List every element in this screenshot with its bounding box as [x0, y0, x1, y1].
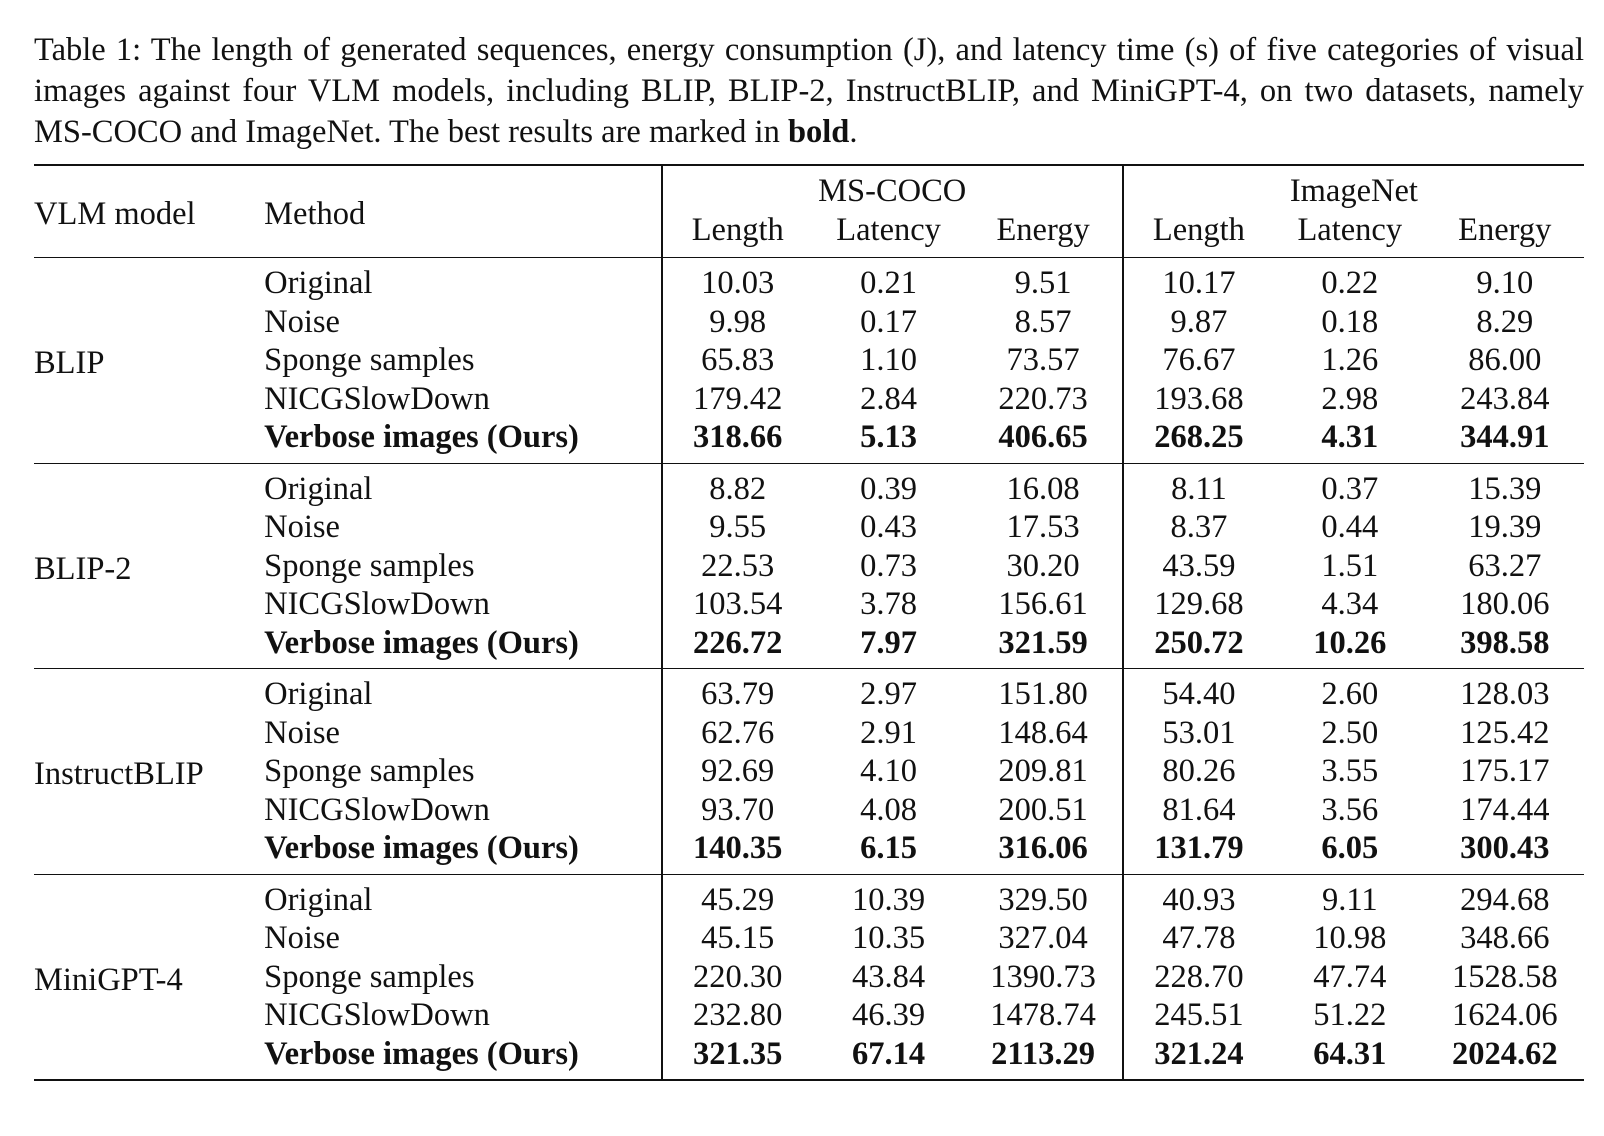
- value-cell: 321.24: [1123, 1035, 1274, 1081]
- method-cell: Verbose images (Ours): [264, 830, 579, 866]
- table-row: [34, 341, 1584, 380]
- value-cell: 2.84: [860, 380, 918, 417]
- value-cell: 0.43: [860, 509, 918, 545]
- value-cell: 232.80: [662, 996, 813, 1035]
- method-cell: Noise: [264, 509, 340, 545]
- value-cell: 2024.62: [1451, 1035, 1558, 1072]
- value-cell: 0.39: [860, 470, 918, 507]
- value-cell: 1.10: [860, 342, 918, 378]
- value-cell: 10.35: [852, 920, 926, 956]
- table-row: [34, 996, 1584, 1035]
- value-cell: 1528.58: [1451, 958, 1558, 995]
- value-cell: 15.39: [1468, 470, 1542, 507]
- value-cell: 64.31: [1313, 1035, 1387, 1072]
- value-cell: 300.43: [1460, 830, 1550, 866]
- value-cell: 321.35: [662, 1035, 813, 1081]
- results-table: [34, 164, 1584, 1081]
- value-cell: 81.64: [1123, 791, 1274, 830]
- table-row: [34, 418, 1584, 463]
- table-row: [34, 829, 1584, 874]
- value-cell: 3.55: [1321, 753, 1379, 789]
- model-name-cell: BLIP: [34, 345, 105, 381]
- value-cell: 193.68: [1123, 380, 1274, 419]
- value-cell: 10.26: [1313, 624, 1387, 661]
- value-cell: 1.51: [1321, 547, 1379, 584]
- value-cell: 16.08: [1006, 470, 1080, 507]
- value-cell: 220.30: [662, 958, 813, 997]
- value-cell: 6.05: [1321, 830, 1379, 866]
- value-cell: 47.78: [1123, 919, 1274, 958]
- value-cell: 2.98: [1321, 380, 1379, 417]
- method-cell: NICGSlowDown: [264, 791, 490, 828]
- value-cell: 0.37: [1321, 470, 1379, 507]
- value-cell: 8.82: [662, 463, 813, 508]
- table-row: [34, 919, 1584, 958]
- header-metric: Latency: [836, 211, 941, 248]
- value-cell: 2113.29: [991, 1035, 1096, 1072]
- value-cell: 7.97: [860, 624, 918, 661]
- value-cell: 329.50: [998, 881, 1088, 918]
- value-cell: 47.74: [1313, 958, 1387, 995]
- value-cell: 62.76: [662, 714, 813, 753]
- value-cell: 0.21: [860, 265, 918, 301]
- method-cell: NICGSlowDown: [264, 586, 490, 622]
- value-cell: 180.06: [1460, 586, 1550, 622]
- value-cell: 4.34: [1321, 586, 1379, 622]
- table-row: [34, 585, 1584, 624]
- value-cell: 8.57: [1014, 303, 1072, 340]
- value-cell: 76.67: [1123, 341, 1274, 380]
- value-cell: 1478.74: [990, 997, 1096, 1033]
- value-cell: 53.01: [1123, 714, 1274, 753]
- value-cell: 6.15: [860, 830, 918, 866]
- value-cell: 1390.73: [990, 958, 1096, 995]
- header-metric: Length: [662, 211, 813, 258]
- value-cell: 245.51: [1123, 996, 1274, 1035]
- value-cell: 9.87: [1123, 303, 1274, 342]
- value-cell: 19.39: [1468, 509, 1542, 545]
- value-cell: 4.31: [1321, 419, 1379, 455]
- value-cell: 327.04: [998, 920, 1088, 956]
- table-row: [34, 547, 1584, 586]
- method-cell: NICGSlowDown: [264, 380, 490, 417]
- value-cell: 9.51: [1014, 265, 1072, 301]
- value-cell: 0.44: [1321, 509, 1379, 545]
- value-cell: 3.56: [1321, 791, 1379, 828]
- value-cell: 250.72: [1123, 624, 1274, 669]
- value-cell: 321.59: [998, 624, 1088, 661]
- value-cell: 5.13: [860, 419, 918, 455]
- value-cell: 92.69: [662, 752, 813, 791]
- table-row: [34, 624, 1584, 669]
- value-cell: 140.35: [662, 829, 813, 874]
- value-cell: 103.54: [662, 585, 813, 624]
- value-cell: 151.80: [998, 676, 1088, 712]
- value-cell: 9.11: [1321, 881, 1378, 918]
- value-cell: 226.72: [662, 624, 813, 669]
- header-vlm-model: VLM model: [34, 196, 196, 233]
- header-metric: Energy: [996, 211, 1090, 248]
- value-cell: 2.50: [1321, 714, 1379, 751]
- method-cell: Sponge samples: [264, 958, 475, 995]
- method-cell: Sponge samples: [264, 753, 475, 789]
- value-cell: 2.97: [860, 676, 918, 712]
- value-cell: 10.39: [852, 881, 926, 918]
- header-metric: Energy: [1458, 211, 1552, 248]
- value-cell: 129.68: [1123, 585, 1274, 624]
- caption-end: .: [849, 114, 858, 150]
- method-cell: Original: [264, 881, 373, 918]
- method-cell: Verbose images (Ours): [264, 419, 579, 455]
- table-body: [34, 258, 1584, 1081]
- value-cell: 128.03: [1460, 676, 1550, 712]
- method-cell: Noise: [264, 303, 340, 340]
- value-cell: 43.59: [1123, 547, 1274, 586]
- value-cell: 175.17: [1460, 753, 1550, 789]
- value-cell: 8.37: [1123, 508, 1274, 547]
- method-cell: Verbose images (Ours): [264, 1035, 579, 1072]
- value-cell: 9.98: [662, 303, 813, 342]
- value-cell: 40.93: [1123, 874, 1274, 919]
- method-cell: Original: [264, 470, 373, 507]
- value-cell: 65.83: [662, 341, 813, 380]
- header-method: Method: [264, 196, 366, 233]
- table-row: [34, 752, 1584, 791]
- value-cell: 10.03: [662, 258, 813, 303]
- value-cell: 9.55: [662, 508, 813, 547]
- table-row: [34, 463, 1584, 508]
- value-cell: 179.42: [662, 380, 813, 419]
- value-cell: 54.40: [1123, 669, 1274, 714]
- value-cell: 4.10: [860, 753, 918, 789]
- value-cell: 63.79: [662, 669, 813, 714]
- value-cell: 294.68: [1460, 881, 1550, 918]
- value-cell: 318.66: [662, 418, 813, 463]
- caption-text: Table 1: The length of generated sequences, energy consumption (J), and latency time (s) of five categories of visual images against four VLM models, including BLIP, BLIP-2, InstructBLIP, and MiniGPT-4, on two datasets, namely MS-COCO and ImageNet. The best results are marked in: [34, 32, 1584, 150]
- value-cell: 209.81: [998, 753, 1088, 789]
- table-row: [34, 791, 1584, 830]
- value-cell: 73.57: [1006, 342, 1080, 378]
- value-cell: 0.73: [860, 547, 918, 584]
- method-cell: Verbose images (Ours): [264, 624, 579, 661]
- value-cell: 1.26: [1321, 342, 1379, 378]
- value-cell: 10.17: [1123, 258, 1274, 303]
- header-dataset-mscoco: MS-COCO: [662, 165, 1123, 211]
- value-cell: 2.60: [1321, 676, 1379, 712]
- method-cell: Original: [264, 265, 373, 301]
- table-row: [34, 380, 1584, 419]
- table-row: [34, 669, 1584, 714]
- value-cell: 268.25: [1123, 418, 1274, 463]
- value-cell: 93.70: [662, 791, 813, 830]
- method-cell: Original: [264, 676, 373, 712]
- value-cell: 2.91: [860, 714, 918, 751]
- value-cell: 67.14: [852, 1035, 926, 1072]
- method-cell: NICGSlowDown: [264, 997, 490, 1033]
- value-cell: 46.39: [852, 997, 926, 1033]
- value-cell: 45.15: [662, 919, 813, 958]
- table-row: [34, 958, 1584, 997]
- model-name-cell: BLIP-2: [34, 550, 132, 587]
- method-cell: Sponge samples: [264, 547, 475, 584]
- value-cell: 17.53: [1006, 509, 1080, 545]
- value-cell: 344.91: [1460, 419, 1550, 455]
- value-cell: 0.18: [1321, 303, 1379, 340]
- table-row: [34, 303, 1584, 342]
- value-cell: 22.53: [662, 547, 813, 586]
- header-metric: Length: [1123, 211, 1274, 258]
- value-cell: 220.73: [998, 380, 1088, 417]
- value-cell: 125.42: [1460, 714, 1550, 751]
- table-row: [34, 258, 1584, 303]
- value-cell: 243.84: [1460, 380, 1550, 417]
- value-cell: 131.79: [1123, 829, 1274, 874]
- value-cell: 156.61: [998, 586, 1088, 622]
- table-row: [34, 508, 1584, 547]
- value-cell: 228.70: [1123, 958, 1274, 997]
- table-caption: [34, 30, 1584, 153]
- value-cell: 0.17: [860, 303, 918, 340]
- value-cell: 9.10: [1476, 265, 1534, 301]
- value-cell: 80.26: [1123, 752, 1274, 791]
- model-name-cell: MiniGPT-4: [34, 961, 183, 998]
- method-cell: Noise: [264, 714, 340, 751]
- value-cell: 30.20: [1006, 547, 1080, 584]
- header-row-datasets: [34, 165, 1584, 211]
- table-row: [34, 874, 1584, 919]
- value-cell: 0.22: [1321, 265, 1379, 301]
- method-cell: Noise: [264, 920, 340, 956]
- value-cell: 4.08: [860, 791, 918, 828]
- value-cell: 398.58: [1460, 624, 1550, 661]
- value-cell: 348.66: [1460, 920, 1550, 956]
- value-cell: 63.27: [1468, 547, 1542, 584]
- value-cell: 45.29: [662, 874, 813, 919]
- value-cell: 148.64: [998, 714, 1088, 751]
- value-cell: 8.29: [1476, 303, 1534, 340]
- value-cell: 10.98: [1313, 920, 1387, 956]
- header-metric: Latency: [1297, 211, 1403, 248]
- value-cell: 3.78: [860, 586, 918, 622]
- method-cell: Sponge samples: [264, 342, 475, 378]
- value-cell: 174.44: [1460, 791, 1550, 828]
- value-cell: 43.84: [852, 958, 926, 995]
- value-cell: 8.11: [1123, 463, 1274, 508]
- table-row: [34, 714, 1584, 753]
- value-cell: 406.65: [998, 419, 1088, 455]
- model-name-cell: InstructBLIP: [34, 756, 204, 792]
- table-row: [34, 1035, 1584, 1081]
- value-cell: 51.22: [1313, 997, 1387, 1033]
- caption-bold-word: bold: [787, 114, 850, 150]
- value-cell: 86.00: [1468, 342, 1542, 378]
- value-cell: 1624.06: [1451, 997, 1558, 1033]
- value-cell: 200.51: [998, 791, 1088, 828]
- value-cell: 316.06: [998, 830, 1088, 866]
- header-dataset-imagenet: ImageNet: [1123, 165, 1584, 211]
